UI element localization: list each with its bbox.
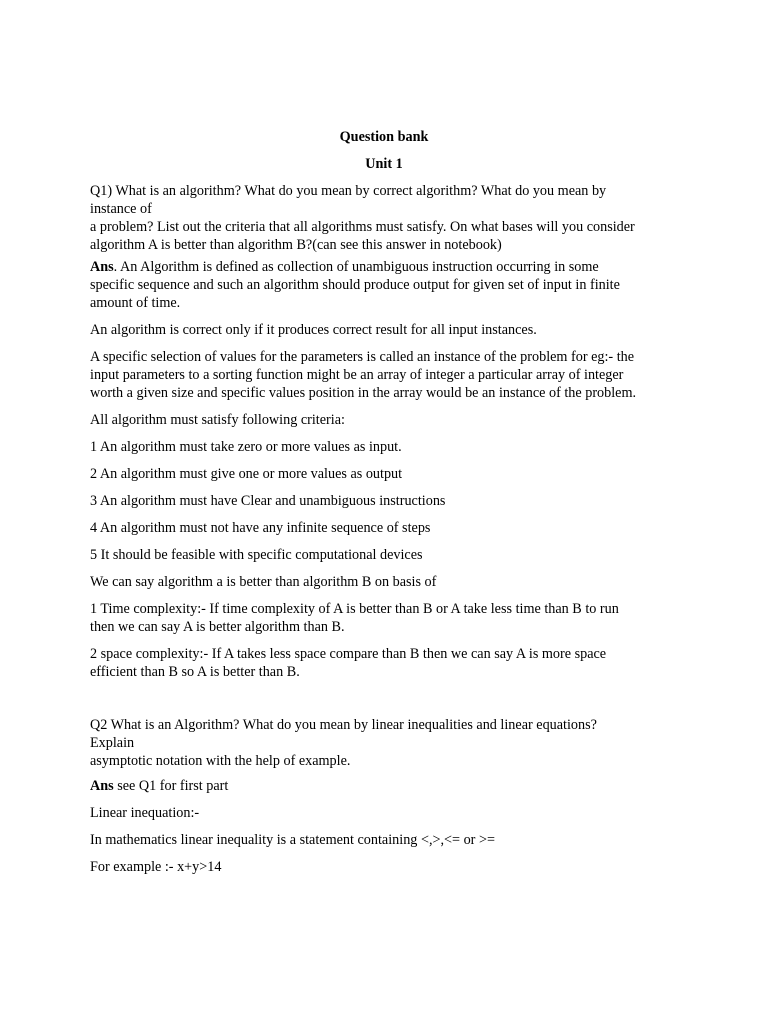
space-complexity-paragraph [90, 645, 680, 681]
instance-line: A specific selection of values for the parameters is called an instance of the problem for eg:- the [90, 349, 635, 365]
space-complexity-line: 2 space complexity:- If A takes less space compare than B then we can say A is more space [90, 646, 607, 662]
answer-label: Ans [90, 778, 114, 794]
q1-answer-line: specific sequence and such an algorithm should produce output for given set of input in finite [90, 277, 620, 293]
criteria-item: 5 It should be feasible with specific computational devices [90, 547, 423, 563]
criteria-item: 4 An algorithm must not have any infinite sequence of steps [90, 520, 431, 536]
q2-answer-text: see Q1 for first part [113, 778, 229, 794]
time-complexity-line: 1 Time complexity:- If time complexity of A is better than B or A take less time than B to run [90, 601, 619, 617]
page-title: Question bank [339, 129, 429, 145]
q1-question-line: algorithm A is better than algorithm B?(can see this answer in notebook) [90, 237, 502, 253]
time-complexity-paragraph [90, 600, 680, 636]
better-heading: We can say algorithm a is better than algorithm B on basis of [90, 574, 437, 590]
linear-inequality-example: For example :- x+y>14 [90, 859, 222, 875]
time-complexity-line: then we can say A is better algorithm than B. [90, 619, 345, 635]
criteria-item: 3 An algorithm must have Clear and unambiguous instructions [90, 493, 446, 509]
unit-heading: Unit 1 [365, 156, 403, 172]
q1-question-line: Q1) What is an algorithm? What do you mean by correct algorithm? What do you mean by [90, 183, 607, 199]
instance-paragraph [90, 348, 680, 402]
correct-algorithm-paragraph: An algorithm is correct only if it produces correct result for all input instances. [90, 322, 537, 338]
criteria-item: 1 An algorithm must take zero or more values as input. [90, 439, 402, 455]
linear-inequality-definition: In mathematics linear inequality is a statement containing <,>,<= or >= [90, 832, 495, 848]
q1-question-line: instance of [90, 201, 152, 217]
q2-question-line: asymptotic notation with the help of example. [90, 753, 351, 769]
answer-label: Ans [90, 259, 114, 275]
q2-question-line: Q2 What is an Algorithm? What do you mean by linear inequalities and linear equations? [90, 717, 597, 733]
instance-line: worth a given size and specific values position in the array would be an instance of the problem. [90, 385, 637, 401]
q2-answer [90, 777, 680, 795]
q1-answer-line: amount of time. [90, 295, 181, 311]
space-complexity-line: efficient than B so A is better than B. [90, 664, 300, 680]
q1-answer [90, 258, 680, 312]
instance-line: input parameters to a sorting function might be an array of integer a particular array of integer [90, 367, 624, 383]
q1-question-line: a problem? List out the criteria that all algorithms must satisfy. On what bases will you consider [90, 219, 635, 235]
linear-inequation-heading: Linear inequation:- [90, 805, 200, 821]
q2-question [90, 716, 680, 770]
q1-question [90, 182, 680, 254]
q2-question-line: Explain [90, 735, 135, 751]
criteria-heading: All algorithm must satisfy following criteria: [90, 412, 345, 428]
criteria-item: 2 An algorithm must give one or more values as output [90, 466, 403, 482]
q1-answer-line: . An Algorithm is defined as collection of unambiguous instruction occurring in some [113, 259, 599, 275]
